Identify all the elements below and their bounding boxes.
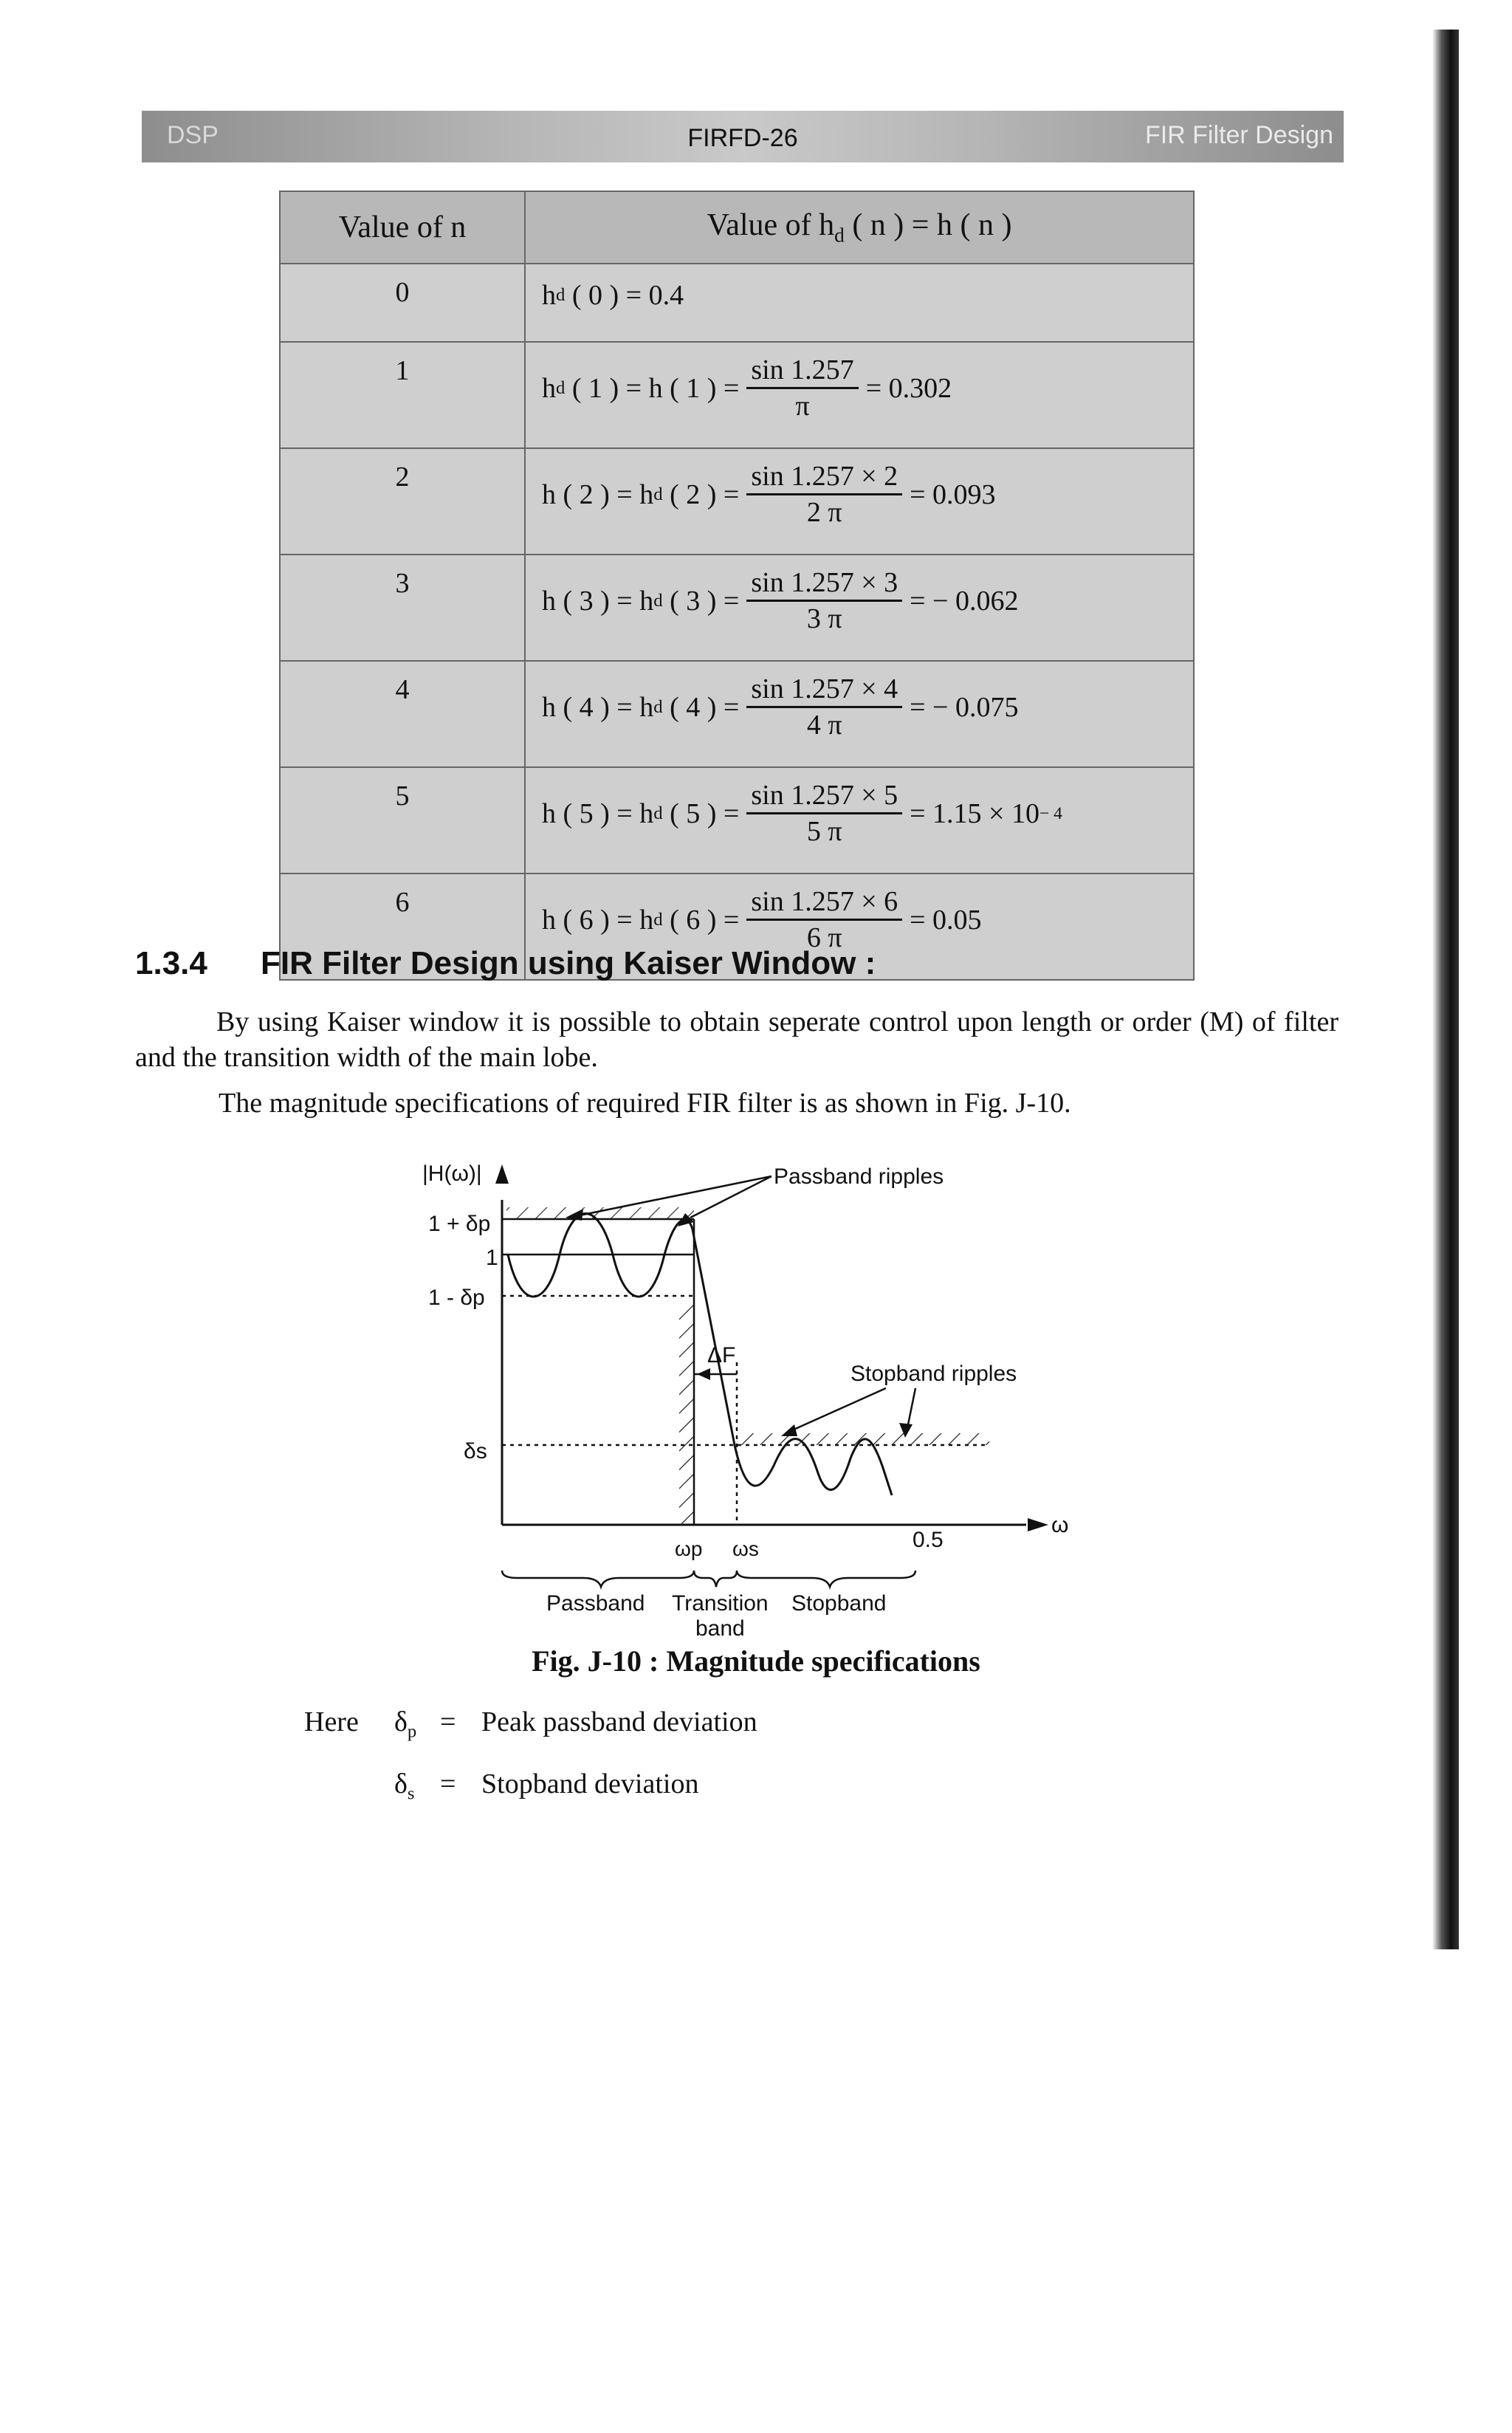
definition-text: Stopband deviation [481,1768,699,1799]
transition-hatch [679,1303,694,1525]
cell-n: 0 [280,264,525,342]
cell-formula: h ( 6 ) = h d ( 6 ) = $\frac{\sin 1.257 \times 6}{6 \pi}$ = 0.05 [525,874,1194,980]
equals: = [440,1768,456,1799]
col-header-n: Value of n [280,191,525,264]
transition-brace [694,1571,737,1587]
section-heading [135,945,876,982]
band-transition-label-2: band [695,1616,745,1641]
band-passband-label: Passband [546,1591,645,1616]
table-row [280,767,1194,874]
fraction: $\frac{\sin 1.257 \times 5}{5 \pi}$ [746,781,902,847]
passband-brace [502,1571,694,1587]
definition-text: Peak passband deviation [481,1706,757,1737]
paragraph-kaiser-intro: By using Kaiser window it is possible to obtain seperate control upon length or order (M) of filter and the transition width of the main lobe. [135,1006,1339,1073]
stopband-brace [737,1571,915,1587]
cell-formula: h ( 2 ) = h d ( 2 ) = $\frac{\sin 1.257 \times 2}{2 \pi}$ = 0.093 [525,448,1194,555]
table-row [280,555,1194,661]
cell-n: 3 [280,555,525,661]
figure-caption: Fig. J-10 : Magnitude specifications [532,1644,980,1678]
y-axis-label: |H(ω)| [422,1161,482,1186]
cell-formula: h ( 3 ) = h d ( 3 ) = $\frac{\sin 1.257 \times 3}{3 \pi}$ = − 0.062 [525,555,1194,661]
impulse-response-table [279,191,1195,981]
omega-s-label: ωs [732,1537,759,1560]
equals: = [440,1706,456,1737]
fraction: $\frac{\sin 1.257 \times 4}{4 \pi}$ [746,675,902,741]
fraction: $\frac{\sin 1.257 \times 6}{6 \pi}$ [746,888,902,953]
passband-upper-hatch [506,1207,694,1219]
tick-label-delta-s: δs [464,1439,487,1463]
symbol: $\delta_s$ [394,1768,415,1804]
fraction: $\frac{\sin 1.257 \times 3}{3 \pi}$ [746,569,902,634]
tick-label-1-minus-dp: 1 - δp [428,1286,485,1310]
symbol: $\delta_p$ [394,1706,417,1742]
table-row [280,342,1194,448]
x-end-label: 0.5 [913,1528,944,1552]
magnitude-spec-figure [399,1148,1107,1643]
page-number: FIRFD-26 [687,124,798,152]
cell-formula: h d ( 0 ) = 0.4 [525,264,1194,342]
page-header [142,111,1344,162]
cell-n: 5 [280,767,525,874]
omega-p-label: ωp [675,1537,703,1560]
fraction: $\frac{\sin 1.257 \times 2}{2 \pi}$ [746,462,902,528]
cell-formula: h ( 4 ) = h d ( 4 ) = $\frac{\sin 1.257 \times 4}{4 \pi}$ = − 0.075 [525,661,1194,767]
band-transition-label: Transition [672,1591,769,1616]
here-label: Here [304,1706,359,1737]
y-axis-arrow [495,1164,509,1184]
table-row [280,661,1194,767]
table-row [280,264,1194,342]
x-axis-arrow [1028,1518,1048,1531]
paragraph-magnitude-spec: The magnitude specifications of required FIR filter is as shown in Fig. J-10. [219,1088,1071,1119]
section-title: FIR Filter Design using Kaiser Window : [261,945,876,981]
table-header-row [280,191,1194,264]
cell-n: 2 [280,448,525,555]
passband-ripples-label: Passband ripples [774,1164,944,1189]
cell-formula: h d ( 1 ) = h ( 1 ) = $\frac{\sin 1.257}{\pi}$ = 0.302 [525,342,1194,448]
header-left-text: DSP [167,121,219,149]
section-number: 1.3.4 [135,945,207,981]
stopband-ripples-label: Stopband ripples [850,1362,1017,1386]
table-row [280,448,1194,555]
x-axis-label: ω [1051,1513,1069,1537]
tick-label-1: 1 [486,1246,498,1270]
cell-formula: h ( 5 ) = h d ( 5 ) = $\frac{\sin 1.257 \times 5}{5 \pi}$ = 1.15 × 10 − 4 [525,767,1194,874]
tick-label-1-plus-dp: 1 + δp [428,1212,491,1236]
delta-f-label: ΔF [707,1343,736,1368]
cell-n: 4 [280,661,525,767]
header-right-text: FIR Filter Design [1144,121,1333,149]
band-stopband-label: Stopband [791,1591,887,1616]
response-curve [508,1214,892,1496]
col-header-hd: Value of $h_d$ ( n ) = h ( n ) [525,191,1194,264]
cell-n: 6 [280,874,525,980]
cell-n: 1 [280,342,525,448]
fraction: $\frac{\sin 1.257}{\pi}$ [746,356,858,422]
